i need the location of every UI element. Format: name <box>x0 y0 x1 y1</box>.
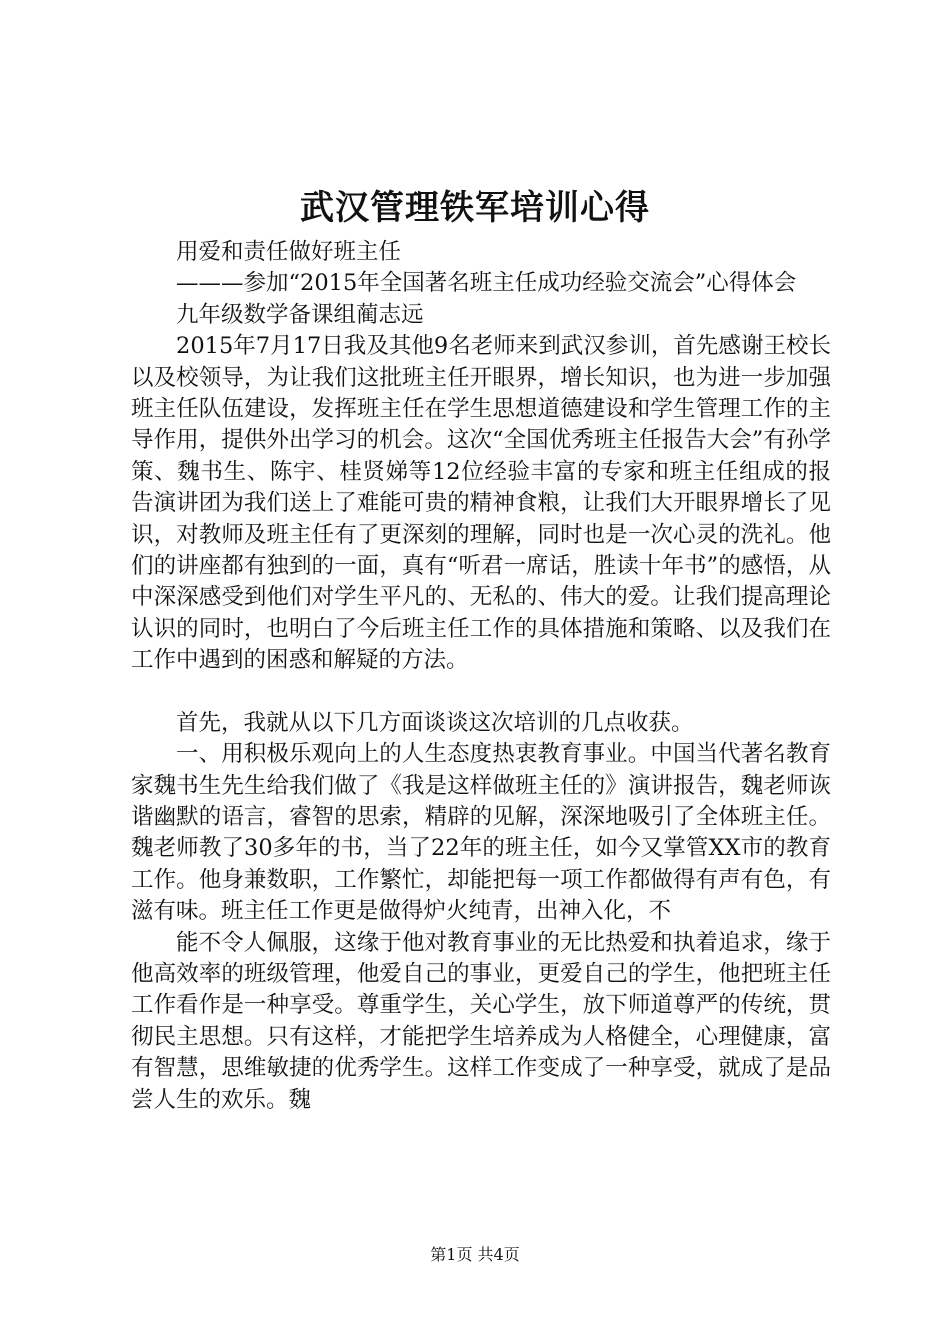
body-paragraph: 能不令人佩服，这缘于他对教育事业的无比热爱和执着追求，缘于他高效率的班级管理，他爱自己的事业，更爱自己的学生，他把班主任工作看作是一种享受。尊重学生，关心学生，放下师道尊严的传统，贯彻民主思想。只有这样，才能把学生培养成为人格健全，心理健康，富有智慧，思维敏捷的优秀学生。这样工作变成了一种享受，就成了是品尝人生的欢乐。魏 <box>131 929 831 1113</box>
document-title: 武汉管理铁军培训心得 <box>300 188 650 228</box>
body-paragraph: 首先，我就从以下几方面谈谈这次培训的几点收获。 <box>176 709 694 736</box>
document-body <box>131 237 831 1116</box>
subtitle-paragraph: 用爱和责任做好班主任 <box>176 239 402 265</box>
page-footer: 第1页 共4页 <box>430 1245 520 1264</box>
event-paragraph: ———参加“2015年全国著名班主任成功经验交流会”心得体会 <box>176 270 797 297</box>
body-paragraph: 一、用积极乐观向上的人生态度热衷教育事业。中国当代著名教育家魏书生先生给我们做了《我是这样做班主任的》演讲报告，魏老师诙谐幽默的语言，睿智的思索，精辟的见解，深深地吸引了全体班主任。魏老师教了30多年的书，当了22年的班主任，如今又掌管XX市的教育工作。他身兼数职，工作繁忙，却能把每一项工作都做得有声有色，有滋有味。班主任工作更是做得炉火纯青，出神入化，不 <box>131 741 831 925</box>
author-paragraph: 九年级数学备课组蔺志远 <box>176 301 424 328</box>
body-paragraph: 2015年7月17日我及其他9名老师来到武汉参训，首先感谢王校长以及校领导，为让我们这批班主任开眼界，增长知识，也为进一步加强班主任队伍建设，发挥班主任在学生思想道德建设和学生管理工作的主导作用，提供外出学习的机会。这次“全国优秀班主任报告大会”有孙学策、魏书生、陈宇、桂贤娣等12位经验丰富的专家和班主任组成的报告演讲团为我们送上了难能可贵的精神食粮，让我们大开眼界增长了见识，对教师及班主任有了更深刻的理解，同时也是一次心灵的洗礼。他们的讲座都有独到的一面，真有“听君一席话，胜读十年书”的感悟，从中深深感受到他们对学生平凡的、无私的、伟大的爱。让我们提高理论认识的同时，也明白了今后班主任工作的具体措施和策略、以及我们在工作中遇到的困惑和解疑的方法。 <box>131 333 831 674</box>
